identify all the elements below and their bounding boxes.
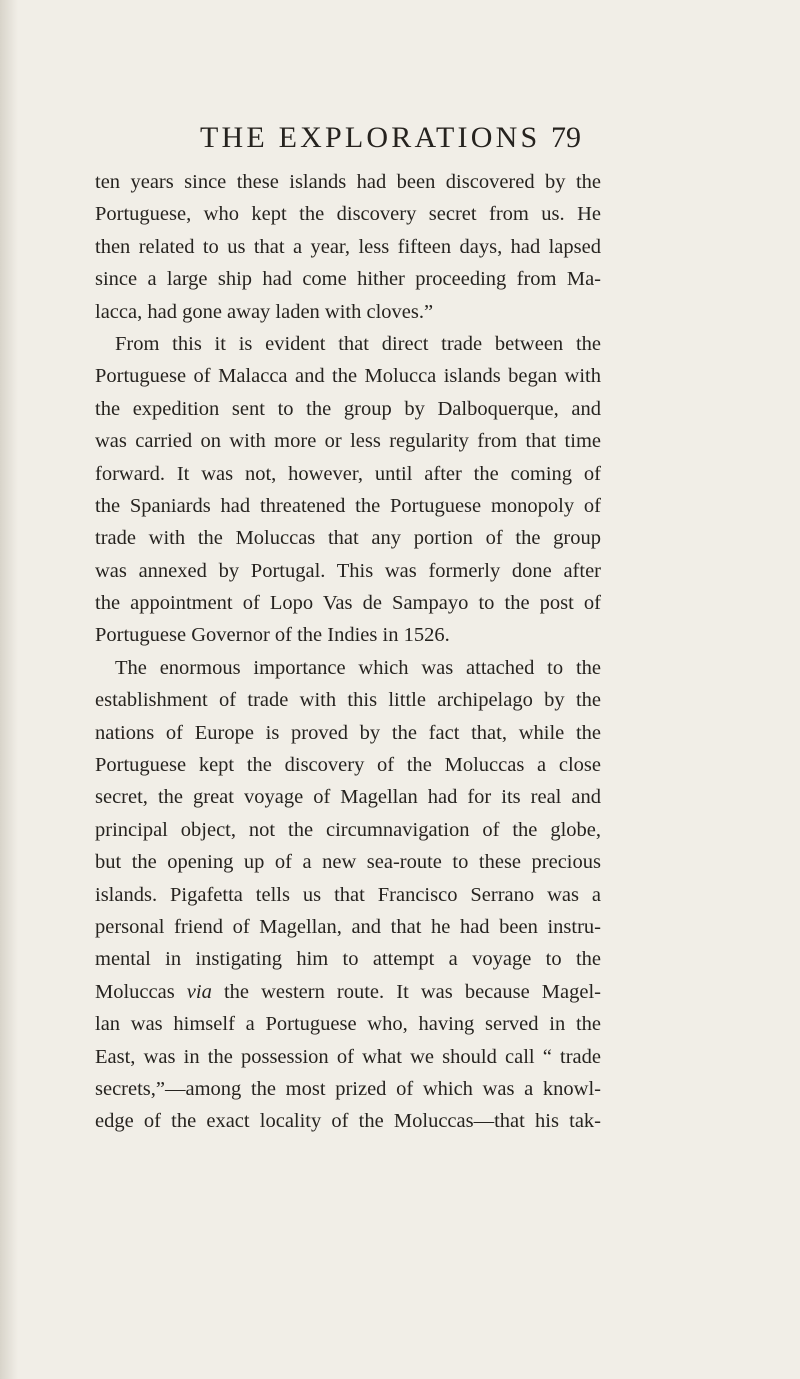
text-line: establishment of trade with this little archipelago by the: [95, 689, 601, 712]
text-line: the expedition sent to the group by Dalboquerque, and: [95, 397, 601, 420]
text-line: East, was in the possession of what we should call “ trade: [95, 1045, 601, 1068]
text-line: principal object, not the circumnavigation of the globe,: [95, 818, 601, 841]
body-text: [95, 166, 601, 1138]
page-edge-shadow: [0, 0, 18, 1379]
text-line: was annexed by Portugal. This was formerly done after: [95, 559, 601, 582]
text-line: The enormous importance which was attached to the: [115, 656, 601, 679]
text-line: secret, the great voyage of Magellan had for its real and: [95, 786, 601, 809]
italic-word: via: [186, 980, 212, 1003]
text-line: ten years since these islands had been discovered by the: [95, 171, 601, 193]
text-line: Portuguese of Malacca and the Molucca islands began with: [95, 365, 601, 388]
running-title: THE EXPLORATIONS: [200, 121, 541, 154]
text-line: was carried on with more or less regularity from that time: [95, 430, 601, 453]
text-segment: Moluccas: [95, 980, 175, 1003]
text-line: the Spaniards had threatened the Portuguese monopoly of: [95, 494, 601, 517]
text-segment: the western route. It was because Magel-: [223, 980, 601, 1003]
running-header: [200, 118, 600, 168]
text-line-with-italic: [95, 976, 601, 1008]
text-line: the appointment of Lopo Vas de Sampayo to the post of: [95, 592, 601, 615]
text-line: since a large ship had come hither proceeding from Ma-: [95, 268, 601, 291]
text-line: but the opening up of a new sea-route to these precious: [95, 851, 601, 874]
text-line: lan was himself a Portuguese who, having served in the: [95, 1013, 601, 1036]
text-line: From this it is evident that direct trade between the: [115, 332, 601, 355]
text-line: nations of Europe is proved by the fact that, while the: [95, 721, 601, 744]
text-line: secrets,”—among the most prized of which was a knowl-: [95, 1077, 601, 1100]
text-line: trade with the Moluccas that any portion of the group: [95, 527, 601, 550]
page-number: 79: [551, 121, 581, 154]
text-line: Portuguese Governor of the Indies in 1526.: [95, 624, 450, 647]
text-line: Portuguese, who kept the discovery secret from us. He: [95, 203, 601, 226]
text-line: personal friend of Magellan, and that he had been instru-: [95, 915, 601, 938]
text-line: edge of the exact locality of the Moluccas—that his tak-: [95, 1110, 601, 1133]
text-line: islands. Pigafetta tells us that Francisco Serrano was a: [95, 883, 601, 906]
text-line: lacca, had gone away laden with cloves.”: [95, 300, 434, 323]
text-line: then related to us that a year, less fifteen days, had lapsed: [95, 235, 601, 258]
text-line: Portuguese kept the discovery of the Moluccas a close: [95, 754, 601, 777]
text-line: forward. It was not, however, until after the coming of: [95, 462, 601, 485]
text-line: mental in instigating him to attempt a voyage to the: [95, 948, 601, 971]
